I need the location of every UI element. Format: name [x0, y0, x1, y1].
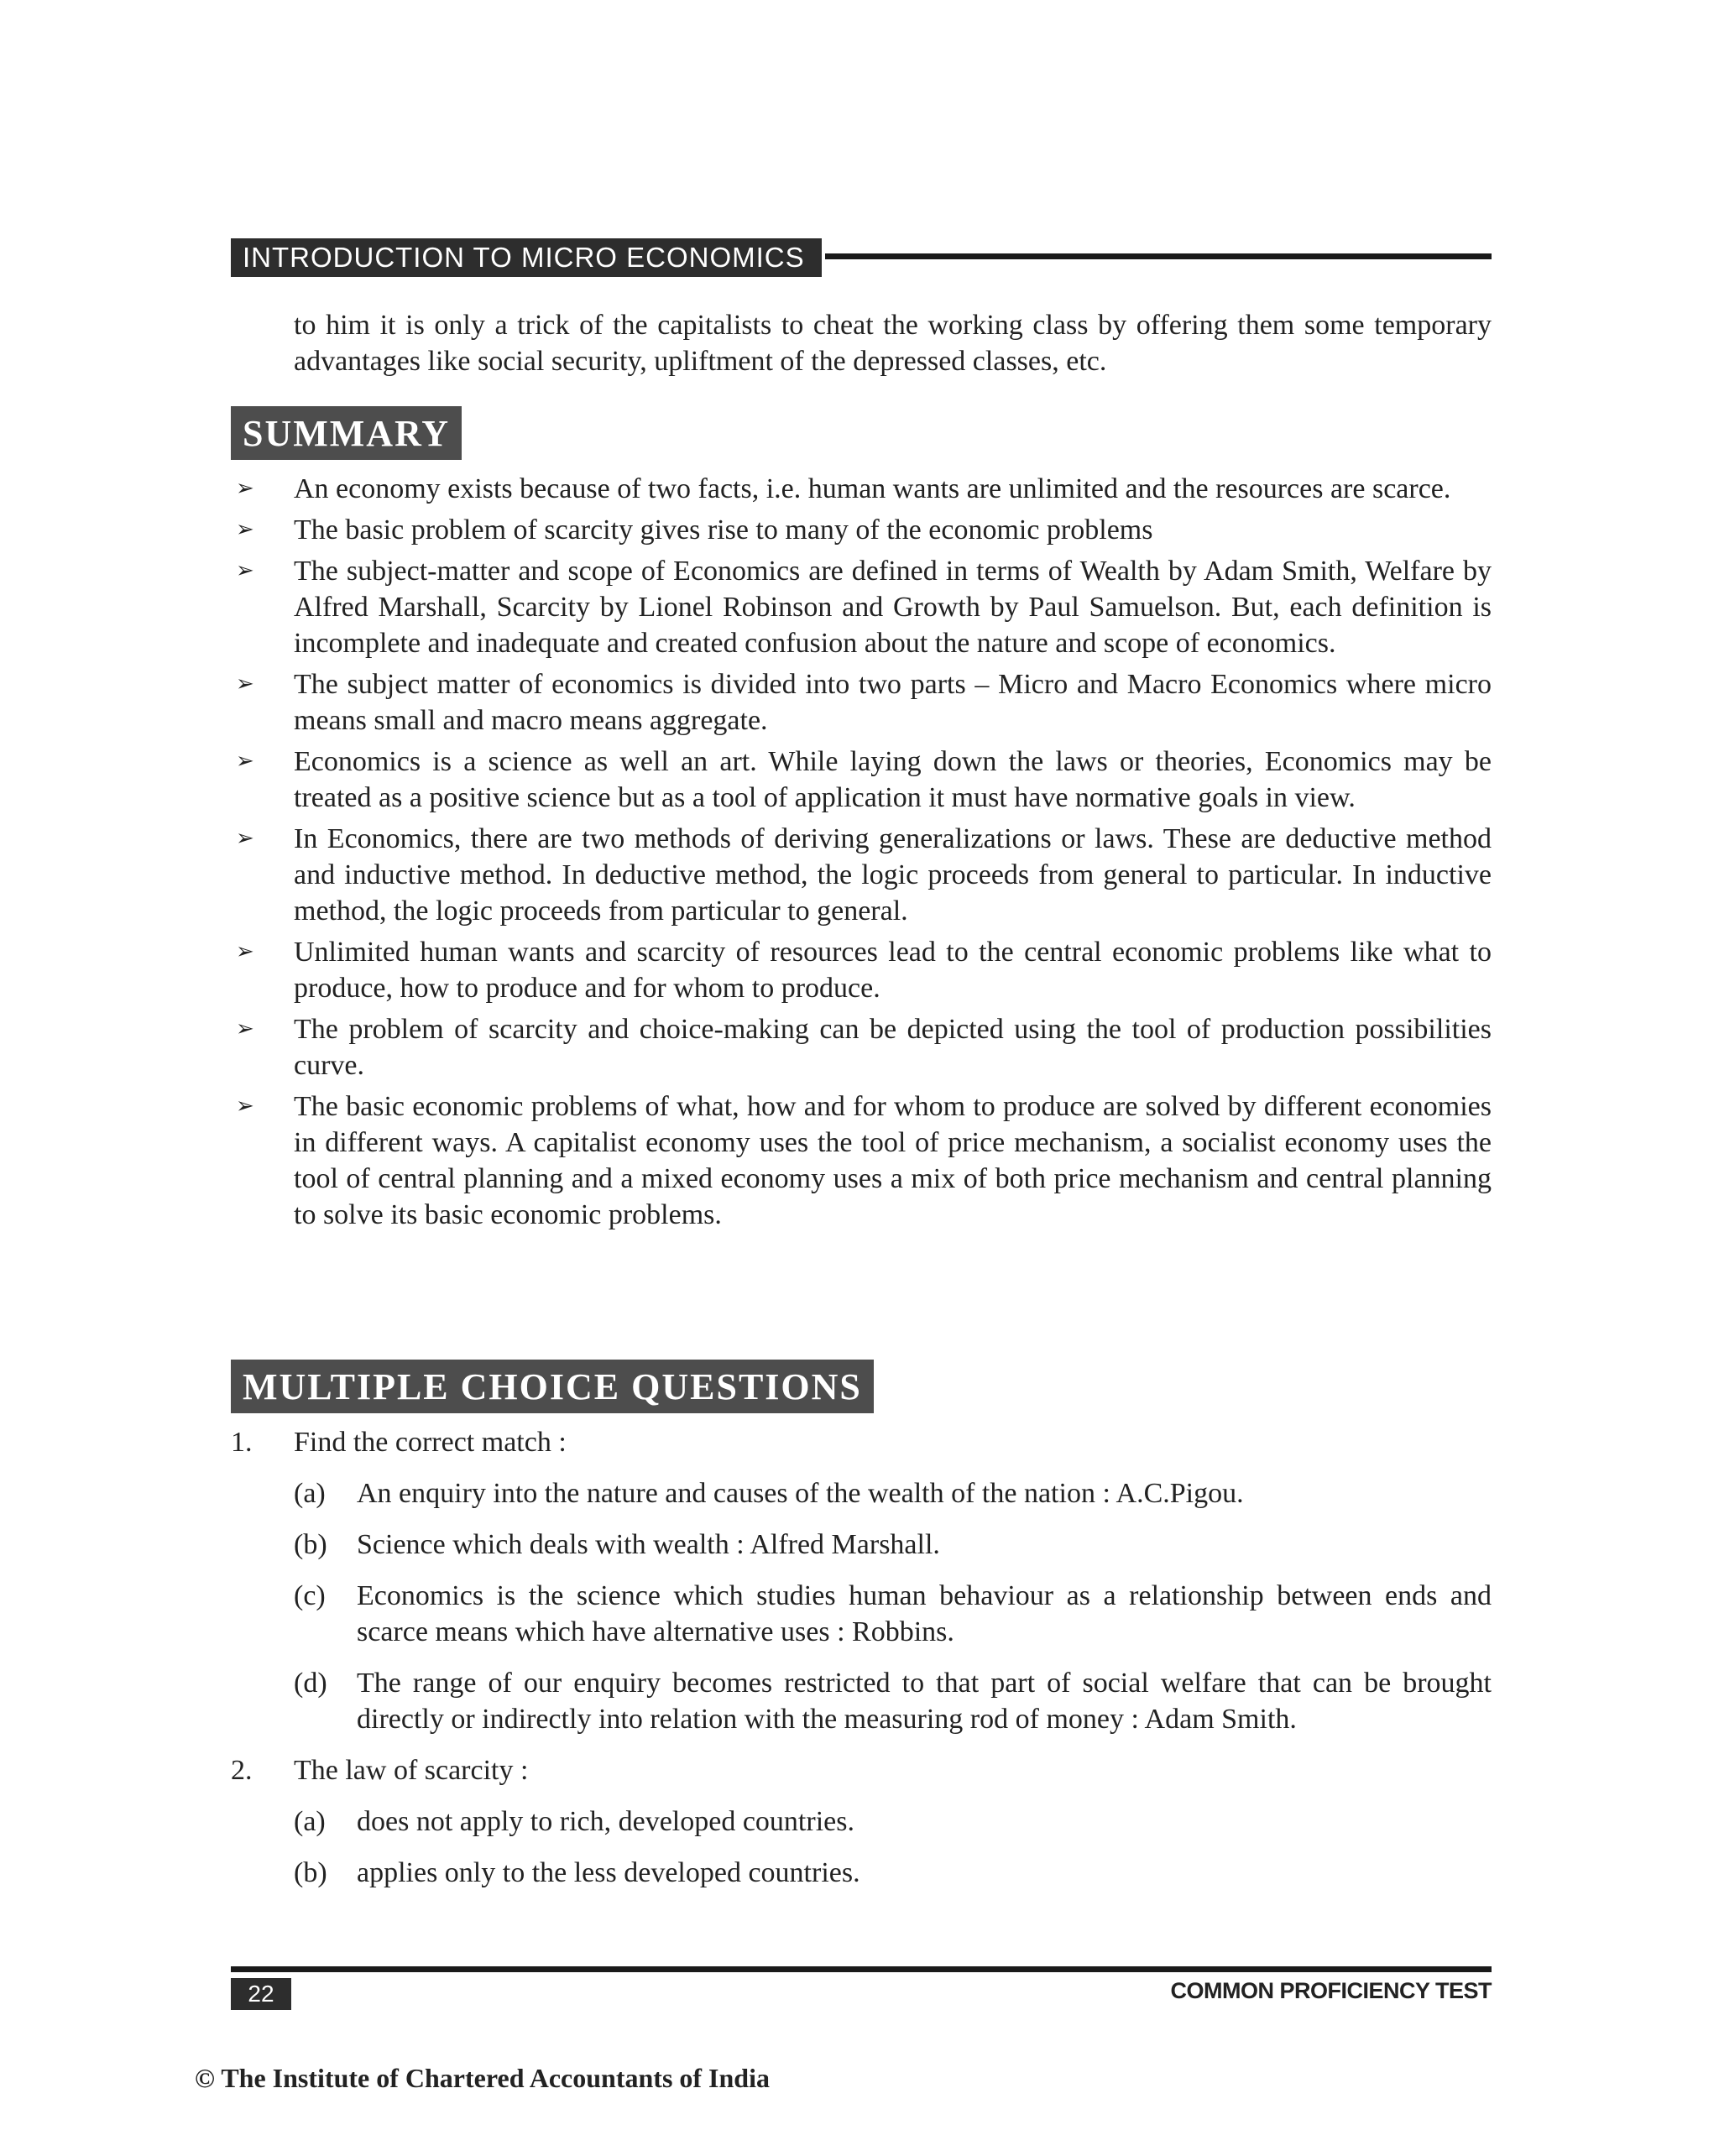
- footer-rule: [231, 1966, 1492, 1972]
- bullet-arrow-icon: ➢: [236, 476, 254, 501]
- summary-list: [231, 471, 1492, 1238]
- summary-item: ➢ Economics is a science as well an art. While laying down the laws or theories, Economics may be treated as a positive science but as a tool of application it must have normative goals in view.: [231, 744, 1492, 816]
- footer-title: COMMON PROFICIENCY TEST: [1170, 1978, 1492, 2003]
- header-title: INTRODUCTION TO MICRO ECONOMICS: [231, 238, 822, 277]
- summary-item: ➢ The subject-matter and scope of Economics are defined in terms of Wealth by Adam Smith, Welfare by Alfred Marshall, Scarcity by Lionel Robinson and Growth by Paul Samuelson. But, each definition is incomplete and inadequate and created confusion about the nature and scope of economics.: [231, 553, 1492, 661]
- option: [231, 1475, 1492, 1511]
- bullet-arrow-icon: ➢: [236, 558, 254, 583]
- summary-item: ➢ The basic problem of scarcity gives rise to many of the economic problems: [231, 512, 1492, 548]
- question-text: Find the correct match :: [294, 1427, 567, 1458]
- option-label: (c): [294, 1580, 326, 1611]
- bullet-arrow-icon: ➢: [236, 1094, 254, 1119]
- option-text: Science which deals with wealth : Alfred Marshall.: [357, 1529, 940, 1560]
- question: [231, 1424, 1492, 1460]
- bullet-arrow-icon: ➢: [236, 749, 254, 774]
- option-label: (a): [294, 1478, 326, 1509]
- option: [231, 1665, 1492, 1737]
- mcq-list: [231, 1424, 1492, 1906]
- intro-paragraph: to him it is only a trick of the capitalists to cheat the working class by offering them some temporary advantages like social security, upliftment of the depressed classes, etc.: [294, 310, 1492, 377]
- option-text: Economics is the science which studies human behaviour as a relationship between ends and scarce means which have alternative uses : Robbins.: [357, 1580, 1492, 1647]
- question: [231, 1752, 1492, 1788]
- running-header: [231, 238, 1492, 277]
- option-text: The range of our enquiry becomes restricted to that part of social welfare that can be brought directly or indirectly into relation with the measuring rod of money : Adam Smith.: [357, 1668, 1492, 1735]
- question-number: 2.: [231, 1755, 253, 1786]
- summary-item: ➢ An economy exists because of two facts, i.e. human wants are unlimited and the resources are scarce.: [231, 471, 1492, 507]
- option-text: does not apply to rich, developed countries.: [357, 1806, 854, 1837]
- summary-heading: SUMMARY: [231, 406, 462, 460]
- mcq-heading: MULTIPLE CHOICE QUESTIONS: [231, 1360, 874, 1413]
- question-text: The law of scarcity :: [294, 1755, 529, 1786]
- bullet-arrow-icon: ➢: [236, 517, 254, 542]
- bullet-arrow-icon: ➢: [236, 1016, 254, 1041]
- option: [231, 1527, 1492, 1563]
- option-label: (a): [294, 1806, 326, 1837]
- page-number: 22: [231, 1978, 291, 2010]
- option-text: An enquiry into the nature and causes of the wealth of the nation : A.C.Pigou.: [357, 1478, 1244, 1509]
- summary-item: ➢ In Economics, there are two methods of deriving generalizations or laws. These are deductive method and inductive method. In deductive method, the logic proceeds from general to particular. In inductive method, the logic proceeds from particular to general.: [231, 821, 1492, 929]
- summary-item: ➢ The basic economic problems of what, how and for whom to produce are solved by different economies in different ways. A capitalist economy uses the tool of price mechanism, a socialist economy uses the tool of central planning and a mixed economy uses a mix of both price mechanism and central planning to solve its basic economic problems.: [231, 1088, 1492, 1233]
- option-label: (b): [294, 1857, 327, 1888]
- header-rule: [825, 253, 1492, 259]
- bullet-arrow-icon: ➢: [236, 826, 254, 851]
- option: [231, 1855, 1492, 1891]
- copyright-notice: © The Institute of Chartered Accountants of India: [195, 2063, 770, 2093]
- bullet-arrow-icon: ➢: [236, 939, 254, 964]
- bullet-arrow-icon: ➢: [236, 671, 254, 697]
- summary-item: ➢ The problem of scarcity and choice-making can be depicted using the tool of production possibilities curve.: [231, 1011, 1492, 1083]
- summary-item: ➢ The subject matter of economics is divided into two parts – Micro and Macro Economics where micro means small and macro means aggregate.: [231, 666, 1492, 739]
- option-text: applies only to the less developed countries.: [357, 1857, 860, 1888]
- option-label: (d): [294, 1668, 327, 1699]
- option: [231, 1804, 1492, 1840]
- summary-item: ➢ Unlimited human wants and scarcity of resources lead to the central economic problems like what to produce, how to produce and for whom to produce.: [231, 934, 1492, 1006]
- option-label: (b): [294, 1529, 327, 1560]
- option: [231, 1578, 1492, 1650]
- question-number: 1.: [231, 1427, 253, 1458]
